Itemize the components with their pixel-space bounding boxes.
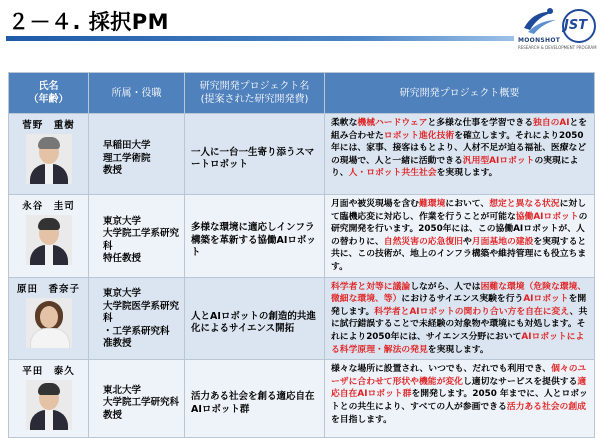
header-summary: 研究開発プロジェクト概要 — [325, 73, 595, 114]
header-project — [185, 73, 325, 114]
highlight-text: 科学者と対等に議論 — [331, 281, 411, 292]
highlight-text: 科学者とAIロボットの関わり合い方を自在に変え — [374, 306, 570, 317]
affiliation-cell: 早稲田大学 理工学術院 教授 — [89, 114, 185, 195]
summary-cell — [325, 195, 595, 278]
summary-text: の研究開発を行います。2050年には、この協働AIロボットが、人の替わりに、 — [331, 211, 588, 247]
project-cell: 一人に一台一生寄り添うスマートロボット — [185, 114, 325, 195]
highlight-text: 独自のAI — [533, 118, 570, 128]
summary-cell — [325, 277, 595, 360]
jst-logo-text: JST — [564, 18, 588, 33]
highlight-text: 個々のユーザに合わせて形状や機能が変化 — [331, 364, 587, 387]
highlight-text: 月面基地の建設 — [471, 236, 534, 247]
summary-text: 月面や被災現場を含む — [331, 199, 419, 209]
table-row — [9, 277, 595, 360]
table-row — [9, 195, 595, 278]
summary-text: を実現すると共に、この技術が、地上のインフラ構築や維持管理にも役立ちます。 — [331, 236, 587, 272]
header-name — [9, 73, 89, 114]
summary-text: と多様な仕事を学習できる — [427, 118, 534, 128]
highlight-text: 想定と異なる状況 — [489, 199, 560, 209]
summary-text: を確立します。それにより2050年には、家事、接客はもとより、人材不足が迫る福祉、医療などの現場で、人と一緒に活動できる — [331, 130, 587, 166]
person-name: 原田 香奈子 — [16, 283, 80, 295]
highlight-text: 汎用型AIロボット — [462, 155, 535, 166]
affiliation-cell: 東京大学 大学院工学系研究科 特任教授 — [89, 195, 185, 278]
highlight-text: ロボット進化技術 — [383, 130, 455, 141]
person-name: 平田 泰久 — [22, 366, 75, 378]
table-row — [9, 114, 595, 195]
project-cell: 活力ある社会を創る適応自在AIロボット群 — [185, 360, 325, 438]
highlight-text: 難環境 — [418, 199, 446, 209]
portrait-photo — [26, 380, 72, 430]
person-cell — [9, 114, 89, 195]
page-title: ２－４. 採択PM — [8, 10, 170, 34]
header-project-text: 研究開発プロジェクト名 (提案された研究開発費) — [199, 81, 310, 105]
highlight-text: 機械ハードウェア — [357, 118, 428, 128]
highlight-text: 適応自在AIロボット群 — [331, 376, 587, 400]
summary-cell — [325, 360, 595, 438]
summary-text: を実現します。 — [436, 168, 498, 179]
affiliation-cell: 東北大学 大学院工学研究科 教授 — [89, 360, 185, 438]
highlight-text: 協働AIロボット — [515, 211, 579, 222]
summary-text: を目指します。 — [331, 414, 392, 425]
summary-text: し適切なサービスを提供する — [462, 376, 578, 387]
summary-text: とを組み合わせた — [331, 118, 588, 141]
highlight-text: 人・ロボット共生社会 — [348, 168, 437, 179]
person-name: 永谷 圭司 — [22, 201, 75, 212]
portrait-photo — [26, 298, 72, 348]
summary-text: の実現により、 — [331, 155, 579, 179]
person-cell — [9, 277, 89, 360]
summary-text: しながら、人では — [410, 281, 481, 292]
table-row — [9, 360, 595, 438]
person-cell — [9, 360, 89, 438]
highlight-text: 活力ある社会の創成 — [506, 401, 586, 412]
person-name: 菅野 重樹 — [22, 120, 75, 131]
table-header-row — [9, 73, 595, 114]
project-cell: 人とAIロボットの創造的共進化によるサイエンス開拓 — [185, 277, 325, 360]
summary-text: を実現します。 — [427, 344, 489, 355]
summary-text: におけるサイエンス実験を行う — [401, 294, 524, 305]
portrait-photo — [26, 215, 72, 265]
header-name-text: 氏名 （年齢） — [28, 81, 69, 105]
affiliation-cell: 東京大学 大学院医学系研究科 ・工学系研究科 准教授 — [89, 277, 185, 360]
summary-text: において、 — [445, 199, 490, 209]
summary-cell — [325, 114, 595, 195]
logo-area — [518, 6, 598, 66]
summary-text: 様々な場所に設置され、いつでも、だれでも利用でき、 — [331, 364, 552, 375]
highlight-text: 困難な環境（危険な環境、微細な環境、等） — [331, 281, 587, 305]
summary-text: を開発します。 — [331, 294, 587, 317]
summary-text: 、共に試行錯誤することで未経験の対象物や環境にも対処します。それにより2050年には、サイエンス分野において — [331, 306, 588, 342]
moonshot-logo-icon — [520, 6, 558, 36]
highlight-text: AIロボットによる科学原理・解法の発見 — [331, 331, 585, 355]
person-cell — [9, 195, 89, 278]
pm-table — [8, 72, 595, 438]
highlight-text: 自然災害の応急復旧 — [383, 236, 463, 247]
summary-text: や — [462, 236, 472, 247]
header-affiliation: 所属・役職 — [89, 73, 185, 114]
highlight-text: AIロボット — [523, 294, 569, 305]
summary-text: に対して臨機応変に対応し、作業を行うことが可能な — [331, 199, 586, 222]
project-cell: 多様な環境に適応しインフラ構築を革新する協働AIロボット — [185, 195, 325, 278]
summary-text: 柔軟な — [331, 118, 358, 128]
title-underline — [6, 36, 514, 41]
summary-text: を開発します。2050 年までに、人とロボットとの共生により、すべての人が参画できる — [331, 389, 588, 412]
portrait-photo — [26, 134, 72, 184]
moonshot-logo-subtext: RESEARCH & DEVELOPMENT PROGRAM — [518, 45, 597, 50]
moonshot-logo-text: MOONSHOT — [518, 37, 561, 44]
